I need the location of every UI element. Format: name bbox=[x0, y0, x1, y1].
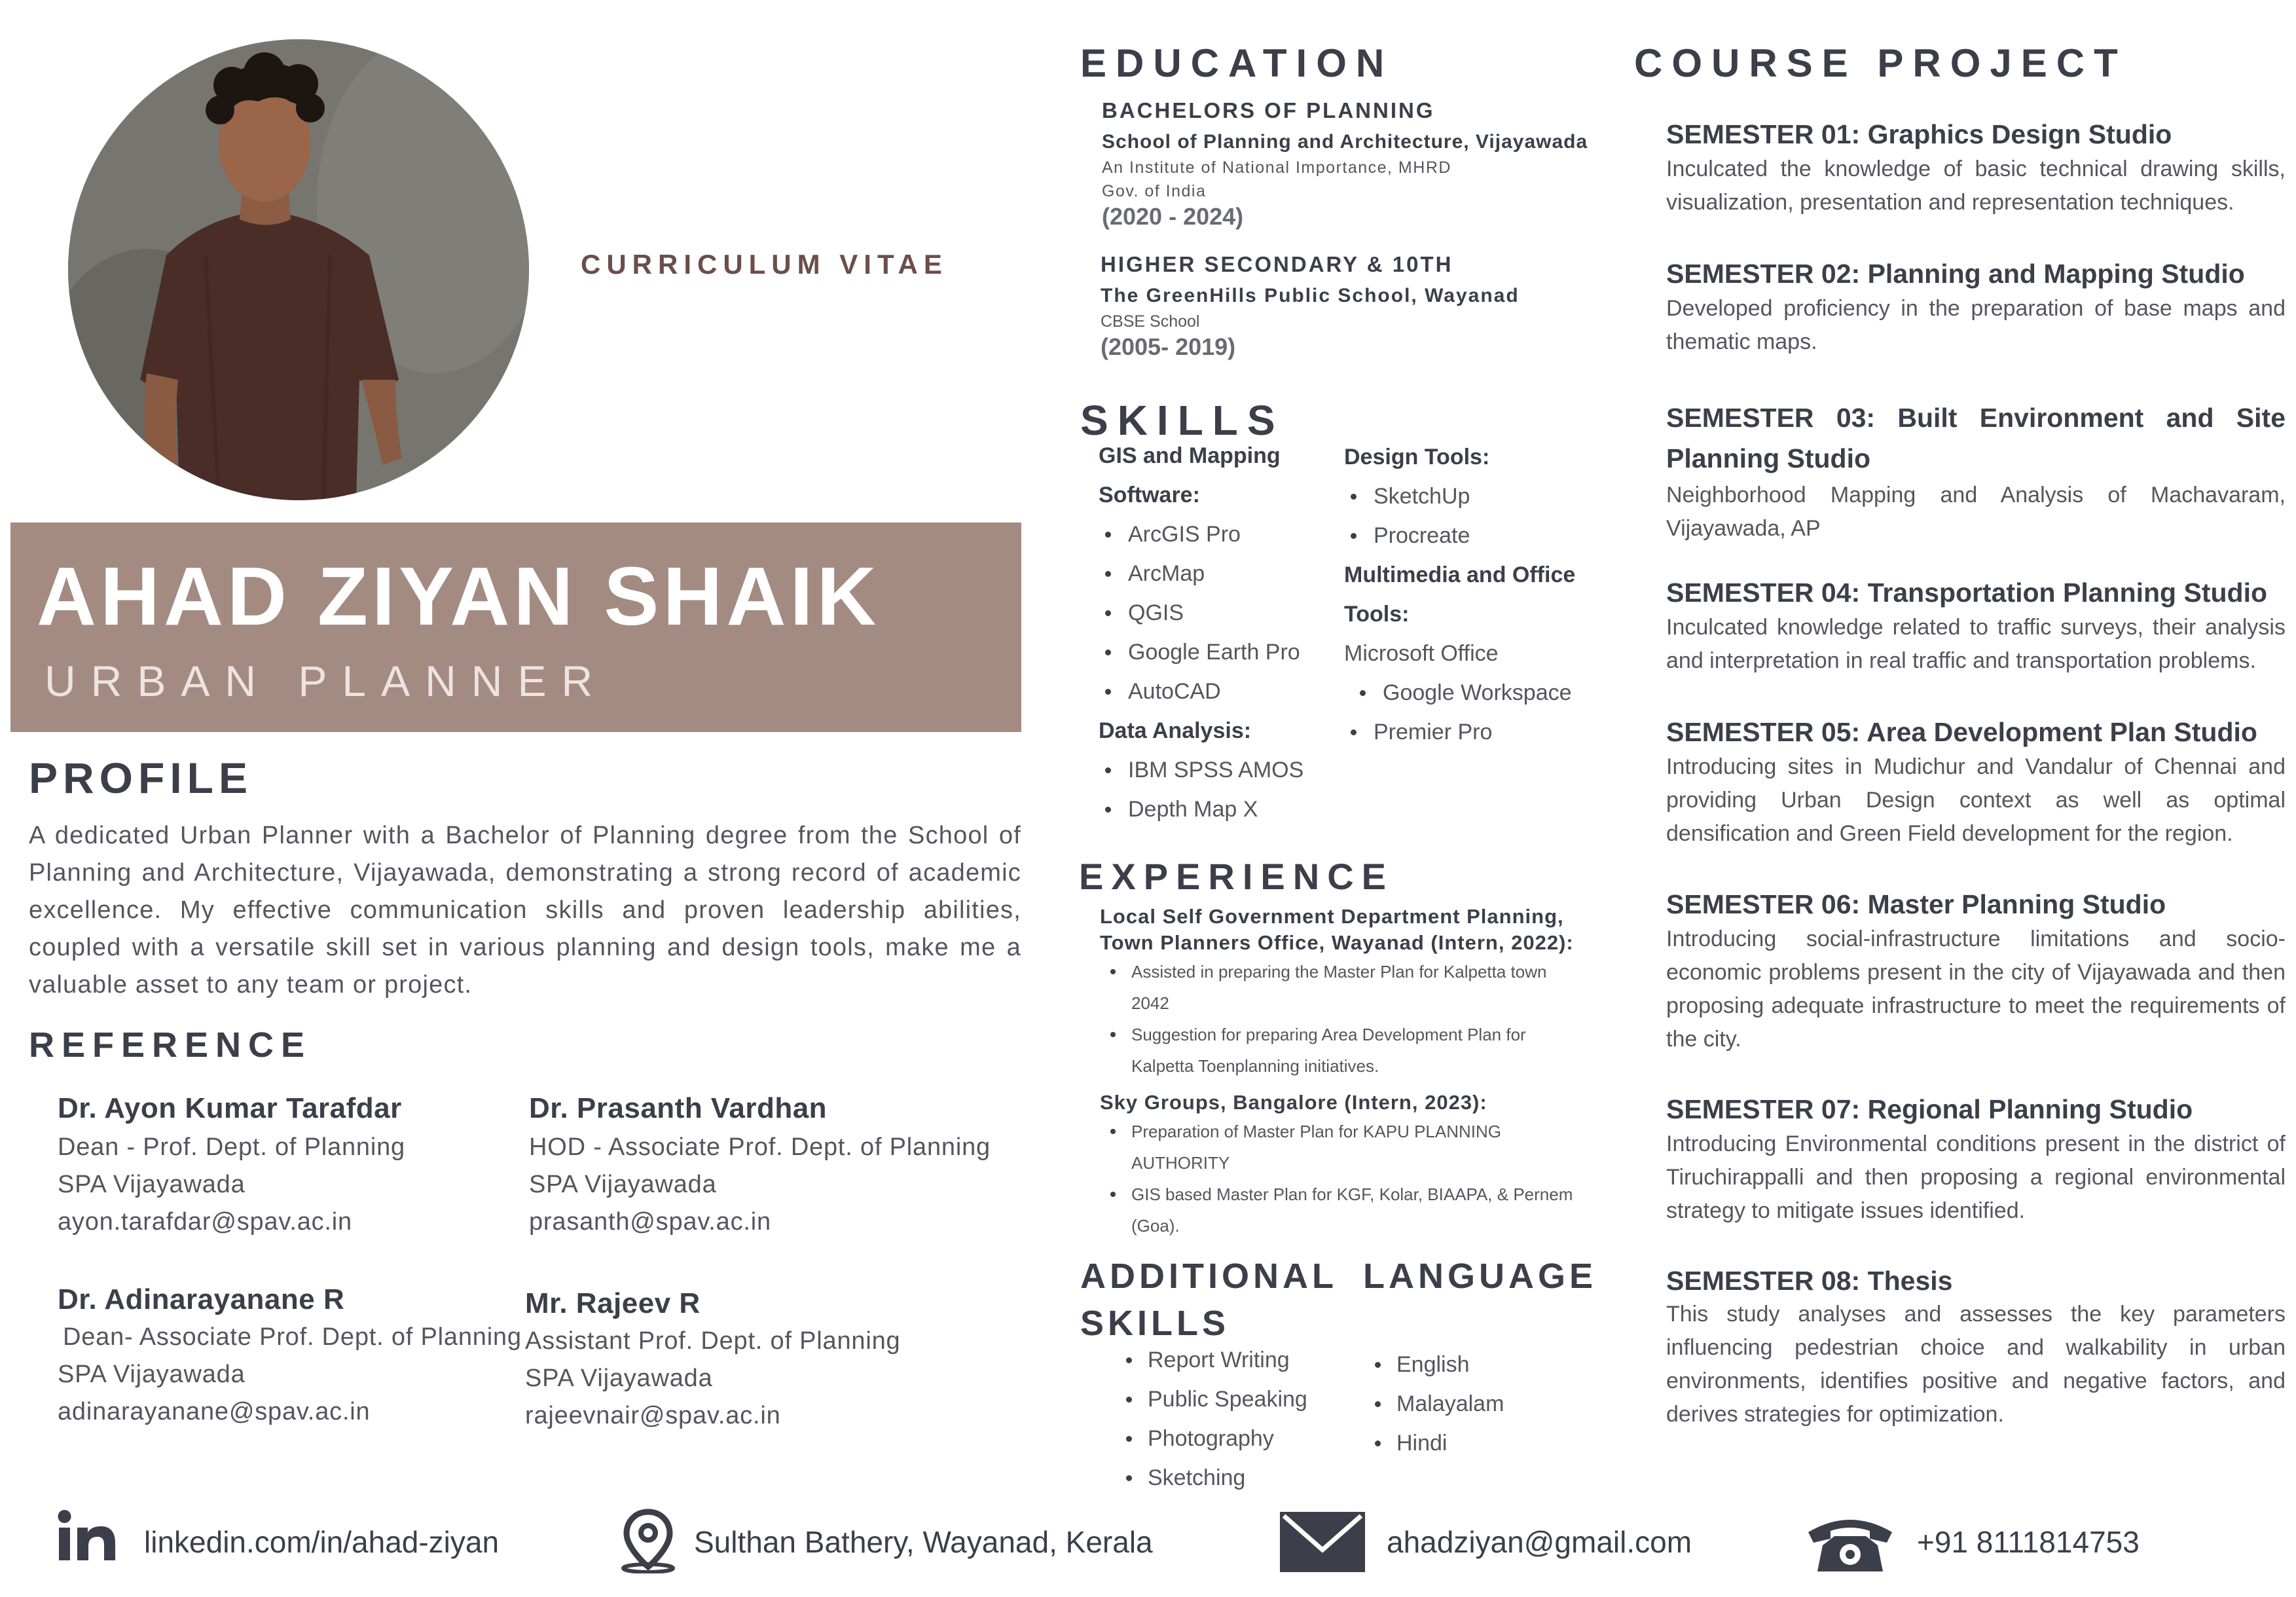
linkedin-icon[interactable] bbox=[58, 1509, 117, 1562]
education-entry bbox=[1102, 98, 1588, 230]
skill-item: Public Speaking bbox=[1118, 1380, 1307, 1419]
email-link[interactable]: ahadziyan@gmail.com bbox=[1387, 1525, 1692, 1559]
semester-entry bbox=[1666, 1094, 2286, 1228]
semester-description: This study analyses and assesses the key parameters influencing pedestrian choice and walkability in urban environments, identifies positive and negative factors, and derives strategies for optimization. bbox=[1666, 1302, 2286, 1427]
semester-entry bbox=[1666, 889, 2286, 1056]
reference-org: SPA Vijayawada bbox=[58, 1361, 246, 1388]
semester-entry bbox=[1666, 578, 2286, 678]
semester-entry bbox=[1666, 119, 2286, 219]
telephone-icon[interactable] bbox=[1804, 1513, 1896, 1573]
experience-entry bbox=[1100, 904, 1574, 1082]
semester-description: Developed proficiency in the preparation of base maps and thematic maps. bbox=[1666, 296, 2286, 354]
skill-item: AutoCAD bbox=[1099, 672, 1303, 711]
skill-item: Report Writing bbox=[1118, 1340, 1307, 1380]
semester-title: SEMESTER 01: Graphics Design Studio bbox=[1666, 119, 2172, 149]
reference-org: SPA Vijayawada bbox=[58, 1171, 246, 1198]
semester-description: Inculcated the knowledge of basic technical drawing skills, visualization, presentation and representation techniques. bbox=[1666, 156, 2286, 215]
education-entry bbox=[1101, 252, 1520, 361]
employer-name: Town Planners Office, Wayanad (Intern, 2022): bbox=[1100, 931, 1574, 954]
profile-photo bbox=[68, 39, 529, 500]
additional-skills-list bbox=[1118, 1340, 1307, 1497]
skill-item: Sketching bbox=[1118, 1458, 1307, 1497]
school-note: Gov. of India bbox=[1102, 182, 1207, 200]
skill-item: Google Earth Pro bbox=[1099, 633, 1303, 672]
reference-title: Assistant Prof. Dept. of Planning bbox=[525, 1327, 901, 1355]
degree-title: BACHELORS OF PLANNING bbox=[1102, 98, 1435, 122]
bullet-line: Preparation of Master Plan for KAPU PLANNING bbox=[1131, 1122, 1502, 1141]
semester-entry bbox=[1666, 259, 2286, 359]
reference-org: SPA Vijayawada bbox=[525, 1365, 713, 1392]
reference-email[interactable]: adinarayanane@spav.ac.in bbox=[58, 1398, 371, 1425]
school-name: School of Planning and Architecture, Vijayawada bbox=[1102, 131, 1588, 153]
experience-bullet bbox=[1100, 956, 1574, 1019]
employer-name: Sky Groups, Bangalore (Intern, 2023): bbox=[1100, 1091, 1487, 1114]
bullet-line: 2042 bbox=[1131, 993, 1169, 1013]
skill-group-label: Data Analysis: bbox=[1099, 718, 1252, 743]
employer-name: Local Self Government Department Planning, bbox=[1100, 905, 1564, 928]
skill-group-label: Tools: bbox=[1344, 602, 1410, 627]
envelope-icon[interactable] bbox=[1279, 1509, 1366, 1575]
skill-item: Photography bbox=[1118, 1419, 1307, 1458]
skill-item: ArcGIS Pro bbox=[1099, 515, 1303, 554]
reference-card bbox=[58, 1283, 522, 1431]
skill-group-label: Multimedia and Office bbox=[1344, 562, 1576, 587]
heading-line: SKILLS bbox=[1080, 1304, 1230, 1343]
language-item: Malayalam bbox=[1367, 1384, 1504, 1423]
reference-card bbox=[525, 1287, 900, 1435]
semester-entry bbox=[1666, 717, 2286, 851]
bullet-line: (Goa). bbox=[1131, 1216, 1180, 1236]
reference-name: Dr. Ayon Kumar Tarafdar bbox=[58, 1092, 402, 1124]
reference-name: Dr. Adinarayanane R bbox=[58, 1283, 345, 1315]
school-note: An Institute of National Importance, MHRD bbox=[1102, 158, 1451, 177]
reference-heading: REFERENCE bbox=[29, 1025, 312, 1065]
course-project-heading: COURSE PROJECT bbox=[1634, 41, 2127, 85]
phone-number[interactable]: +91 8111814753 bbox=[1917, 1525, 2140, 1559]
skill-group-label: Design Tools: bbox=[1344, 445, 1490, 469]
skills-heading: SKILLS bbox=[1080, 397, 1285, 444]
semester-description: Introducing social-infrastructure limitations and socio-economic problems present in the city of Vijayawada and then proposing adequate infrastructure to meet the requirements of the city. bbox=[1666, 927, 2286, 1052]
experience-entry bbox=[1100, 1090, 1573, 1241]
skill-item: Google Workspace bbox=[1353, 673, 1575, 712]
bullet-line: Kalpetta Toenplanning initiatives. bbox=[1131, 1056, 1379, 1076]
experience-heading: EXPERIENCE bbox=[1079, 856, 1394, 897]
reference-title: HOD - Associate Prof. Dept. of Planning bbox=[529, 1133, 991, 1161]
reference-title: Dean - Prof. Dept. of Planning bbox=[58, 1133, 405, 1161]
semester-description: Introducing Environmental conditions present in the district of Tiruchirappalli and then proposing a regional environmental strategy to mitigate issues identified. bbox=[1666, 1131, 2286, 1223]
experience-bullets bbox=[1100, 1116, 1573, 1241]
data-skill-list bbox=[1099, 750, 1303, 829]
skill-item: QGIS bbox=[1099, 593, 1303, 633]
skills-column-left bbox=[1099, 436, 1303, 829]
location-pin-icon bbox=[619, 1508, 678, 1573]
skill-item: SketchUp bbox=[1344, 477, 1575, 516]
bullet-line: GIS based Master Plan for KGF, Kolar, BIAAPA, & Pernem bbox=[1131, 1184, 1573, 1204]
office-skill-list bbox=[1353, 673, 1575, 712]
skill-item: IBM SPSS AMOS bbox=[1099, 750, 1303, 790]
semester-title: SEMESTER 03: Built Environment and Site Planning Studio bbox=[1666, 403, 2286, 473]
experience-bullet bbox=[1100, 1179, 1573, 1241]
reference-email[interactable]: rajeevnair@spav.ac.in bbox=[525, 1402, 781, 1429]
skill-item: Depth Map X bbox=[1099, 790, 1303, 829]
experience-bullet bbox=[1100, 1019, 1574, 1082]
semester-description: Inculcated knowledge related to traffic surveys, their analysis and interpretation in real traffic and transportation problems. bbox=[1666, 615, 2286, 673]
school-note: CBSE School bbox=[1101, 312, 1200, 331]
semester-entry bbox=[1666, 397, 2286, 545]
semester-title: SEMESTER 04: Transportation Planning Studio bbox=[1666, 578, 2268, 608]
semester-title: SEMESTER 08: Thesis bbox=[1666, 1266, 1953, 1296]
language-item: English bbox=[1367, 1345, 1504, 1384]
experience-bullet bbox=[1100, 1116, 1573, 1179]
semester-title: SEMESTER 07: Regional Planning Studio bbox=[1666, 1094, 2193, 1124]
language-heading: LANGUAGE bbox=[1363, 1257, 1597, 1296]
full-name: AHAD ZIYAN SHAIK bbox=[37, 550, 881, 642]
semester-entry bbox=[1666, 1266, 2286, 1431]
additional-skills-heading bbox=[1080, 1253, 1338, 1347]
reference-name: Dr. Prasanth Vardhan bbox=[529, 1092, 828, 1124]
design-skill-list bbox=[1344, 477, 1575, 555]
reference-name: Mr. Rajeev R bbox=[525, 1287, 701, 1319]
education-years: (2020 - 2024) bbox=[1102, 203, 1244, 230]
semester-title: SEMESTER 02: Planning and Mapping Studio bbox=[1666, 259, 2245, 289]
reference-org: SPA Vijayawada bbox=[529, 1171, 717, 1198]
reference-title: Dean- Associate Prof. Dept. of Planning bbox=[63, 1323, 522, 1351]
semester-title: SEMESTER 05: Area Development Plan Studio bbox=[1666, 717, 2257, 747]
semester-description: Neighborhood Mapping and Analysis of Machavaram, Vijayawada, AP bbox=[1666, 483, 2286, 541]
skill-item: Premier Pro bbox=[1344, 712, 1575, 752]
bullet-line: AUTHORITY bbox=[1131, 1153, 1230, 1173]
heading-line: ADDITIONAL bbox=[1080, 1257, 1338, 1296]
location-text: Sulthan Bathery, Wayanad, Kerala bbox=[694, 1525, 1153, 1559]
skill-item: Procreate bbox=[1344, 516, 1575, 555]
bullet-line: Assisted in preparing the Master Plan for Kalpetta town bbox=[1131, 962, 1547, 982]
skill-group-label: Software: bbox=[1099, 483, 1200, 507]
reference-card bbox=[58, 1092, 405, 1241]
reference-email[interactable]: ayon.tarafdar@spav.ac.in bbox=[58, 1208, 352, 1236]
profile-text: A dedicated Urban Planner with a Bachelor of Planning degree from the School of Planning and Architecture, Vijayawada, demonstrating a strong record of academic excellence. My effective communication skills and proven leadership abilities, coupled with a versatile skill set in various planning and design tools, make me a valuable asset to any team or project. bbox=[29, 822, 1021, 999]
skill-group-label: GIS and Mapping bbox=[1099, 443, 1281, 468]
degree-title: HIGHER SECONDARY & 10TH bbox=[1101, 252, 1453, 276]
skill-item: ArcMap bbox=[1099, 554, 1303, 593]
cv-label: CURRICULUM VITAE bbox=[581, 249, 948, 280]
reference-email[interactable]: prasanth@spav.ac.in bbox=[529, 1208, 771, 1236]
semester-description: Introducing sites in Mudichur and Vandalur of Chennai and providing Urban Design context as well as optimal densification and Green Field development for the region. bbox=[1666, 754, 2286, 846]
education-heading: EDUCATION bbox=[1080, 41, 1394, 85]
education-years: (2005- 2019) bbox=[1101, 333, 1236, 360]
office-skill-list bbox=[1344, 712, 1575, 752]
reference-card bbox=[529, 1092, 991, 1241]
school-name: The GreenHills Public School, Wayanad bbox=[1101, 285, 1520, 306]
semester-title: SEMESTER 06: Master Planning Studio bbox=[1666, 889, 2166, 919]
profile-heading: PROFILE bbox=[29, 754, 253, 802]
skill-item: Microsoft Office bbox=[1344, 641, 1499, 666]
language-item: Hindi bbox=[1367, 1423, 1504, 1463]
language-list bbox=[1367, 1345, 1504, 1463]
skills-column-right bbox=[1344, 437, 1575, 752]
job-title: URBAN PLANNER bbox=[45, 657, 608, 705]
experience-bullets bbox=[1100, 956, 1574, 1082]
bullet-line: Suggestion for preparing Area Development Plan for bbox=[1131, 1025, 1526, 1044]
linkedin-link[interactable]: linkedin.com/in/ahad-ziyan bbox=[144, 1525, 500, 1559]
gis-skill-list bbox=[1099, 515, 1303, 711]
